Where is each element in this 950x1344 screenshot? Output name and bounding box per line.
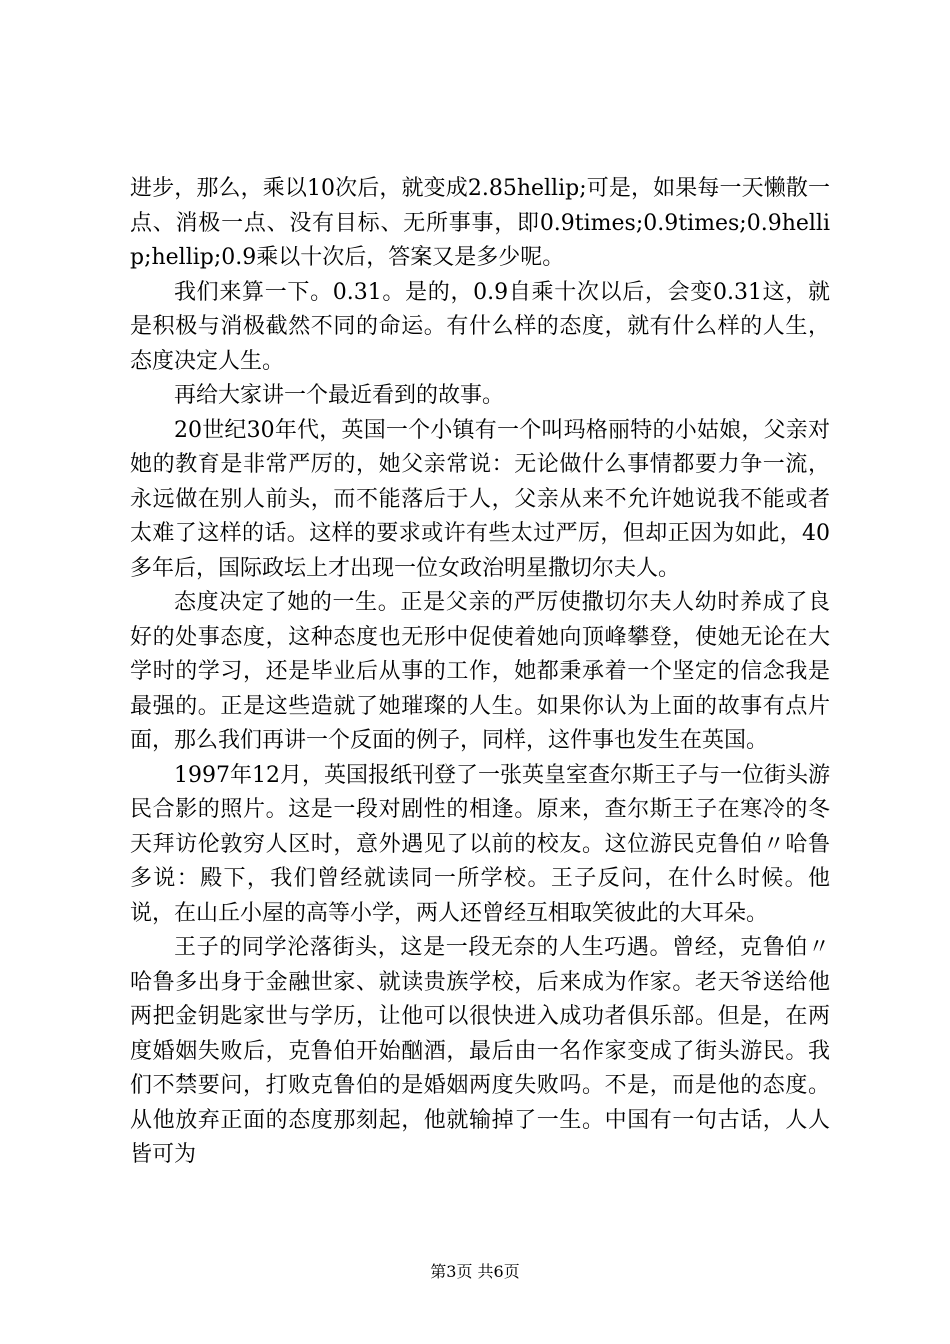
paragraph-7: 王子的同学沦落街头，这是一段无奈的人生巧遇。曾经，克鲁伯〃哈鲁多出身于金融世家、就读贵族学校，后来成为作家。老天爷送给他两把金钥匙家世与学历，让他可以很快进入成功者俱乐部。但是，在两度婚姻失败后，克鲁伯开始酗酒，最后由一名作家变成了街头游民。我们不禁要问，打败克鲁伯的是婚姻两度失败吗。不是，而是他的态度。从他放弃正面的态度那刻起，他就输掉了一生。中国有一句古话，人人皆可为 — [130, 935, 830, 1167]
body-text — [130, 172, 830, 1173]
paragraph-4: 20世纪30年代，英国一个小镇有一个叫玛格丽特的小姑娘，父亲对她的教育是非常严厉的，她父亲常说：无论做什么事情都要力争一流，永远做在别人前头，而不能落后于人，父亲从来不允许她说我不能或者太难了这样的话。这样的要求或许有些太过严厉，但却正因为如此，40多年后，国际政坛上才出现一位女政治明星撒切尔夫人。 — [130, 417, 830, 581]
paragraph-6: 1997年12月，英国报纸刊登了一张英皇室查尔斯王子与一位街头游民合影的照片。这是一段对剧性的相逢。原来，查尔斯王子在寒冷的冬天拜访伦敦穷人区时，意外遇见了以前的校友。这位游民克鲁伯〃哈鲁多说：殿下，我们曾经就读同一所学校。王子反问，在什么时候。他说，在山丘小屋的高等小学，两人还曾经互相取笑彼此的大耳朵。 — [130, 762, 831, 926]
page-footer: 第3页 共6页 — [430, 1262, 520, 1281]
paragraph-5: 态度决定了她的一生。正是父亲的严厉使撒切尔夫人幼时养成了良好的处事态度，这种态度也无形中促使着她向顶峰攀登，使她无论在大学时的学习，还是毕业后从事的工作，她都秉承着一个坚定的信念我是最强的。正是这些造就了她璀璨的人生。如果你认为上面的故事有点片面，那么我们再讲一个反面的例子，同样，这件事也发生在英国。 — [130, 590, 830, 753]
paragraph-2: 我们来算一下。0.31。是的，0.9自乘十次以后，会变0.31这，就是积极与消极截然不同的命运。有什么样的态度，就有什么样的人生，态度决定人生。 — [130, 279, 830, 374]
paragraph-1: 进步，那么，乘以10次后，就变成2.85hellip;可是，如果每一天懒散一点、消极一点、没有目标、无所事事，即0.9times;0.9times;0.9hellip;hellip;0.9乘以十次后，答案又是多少呢。 — [130, 176, 830, 270]
paragraph-3: 再给大家讲一个最近看到的故事。 — [174, 383, 505, 408]
